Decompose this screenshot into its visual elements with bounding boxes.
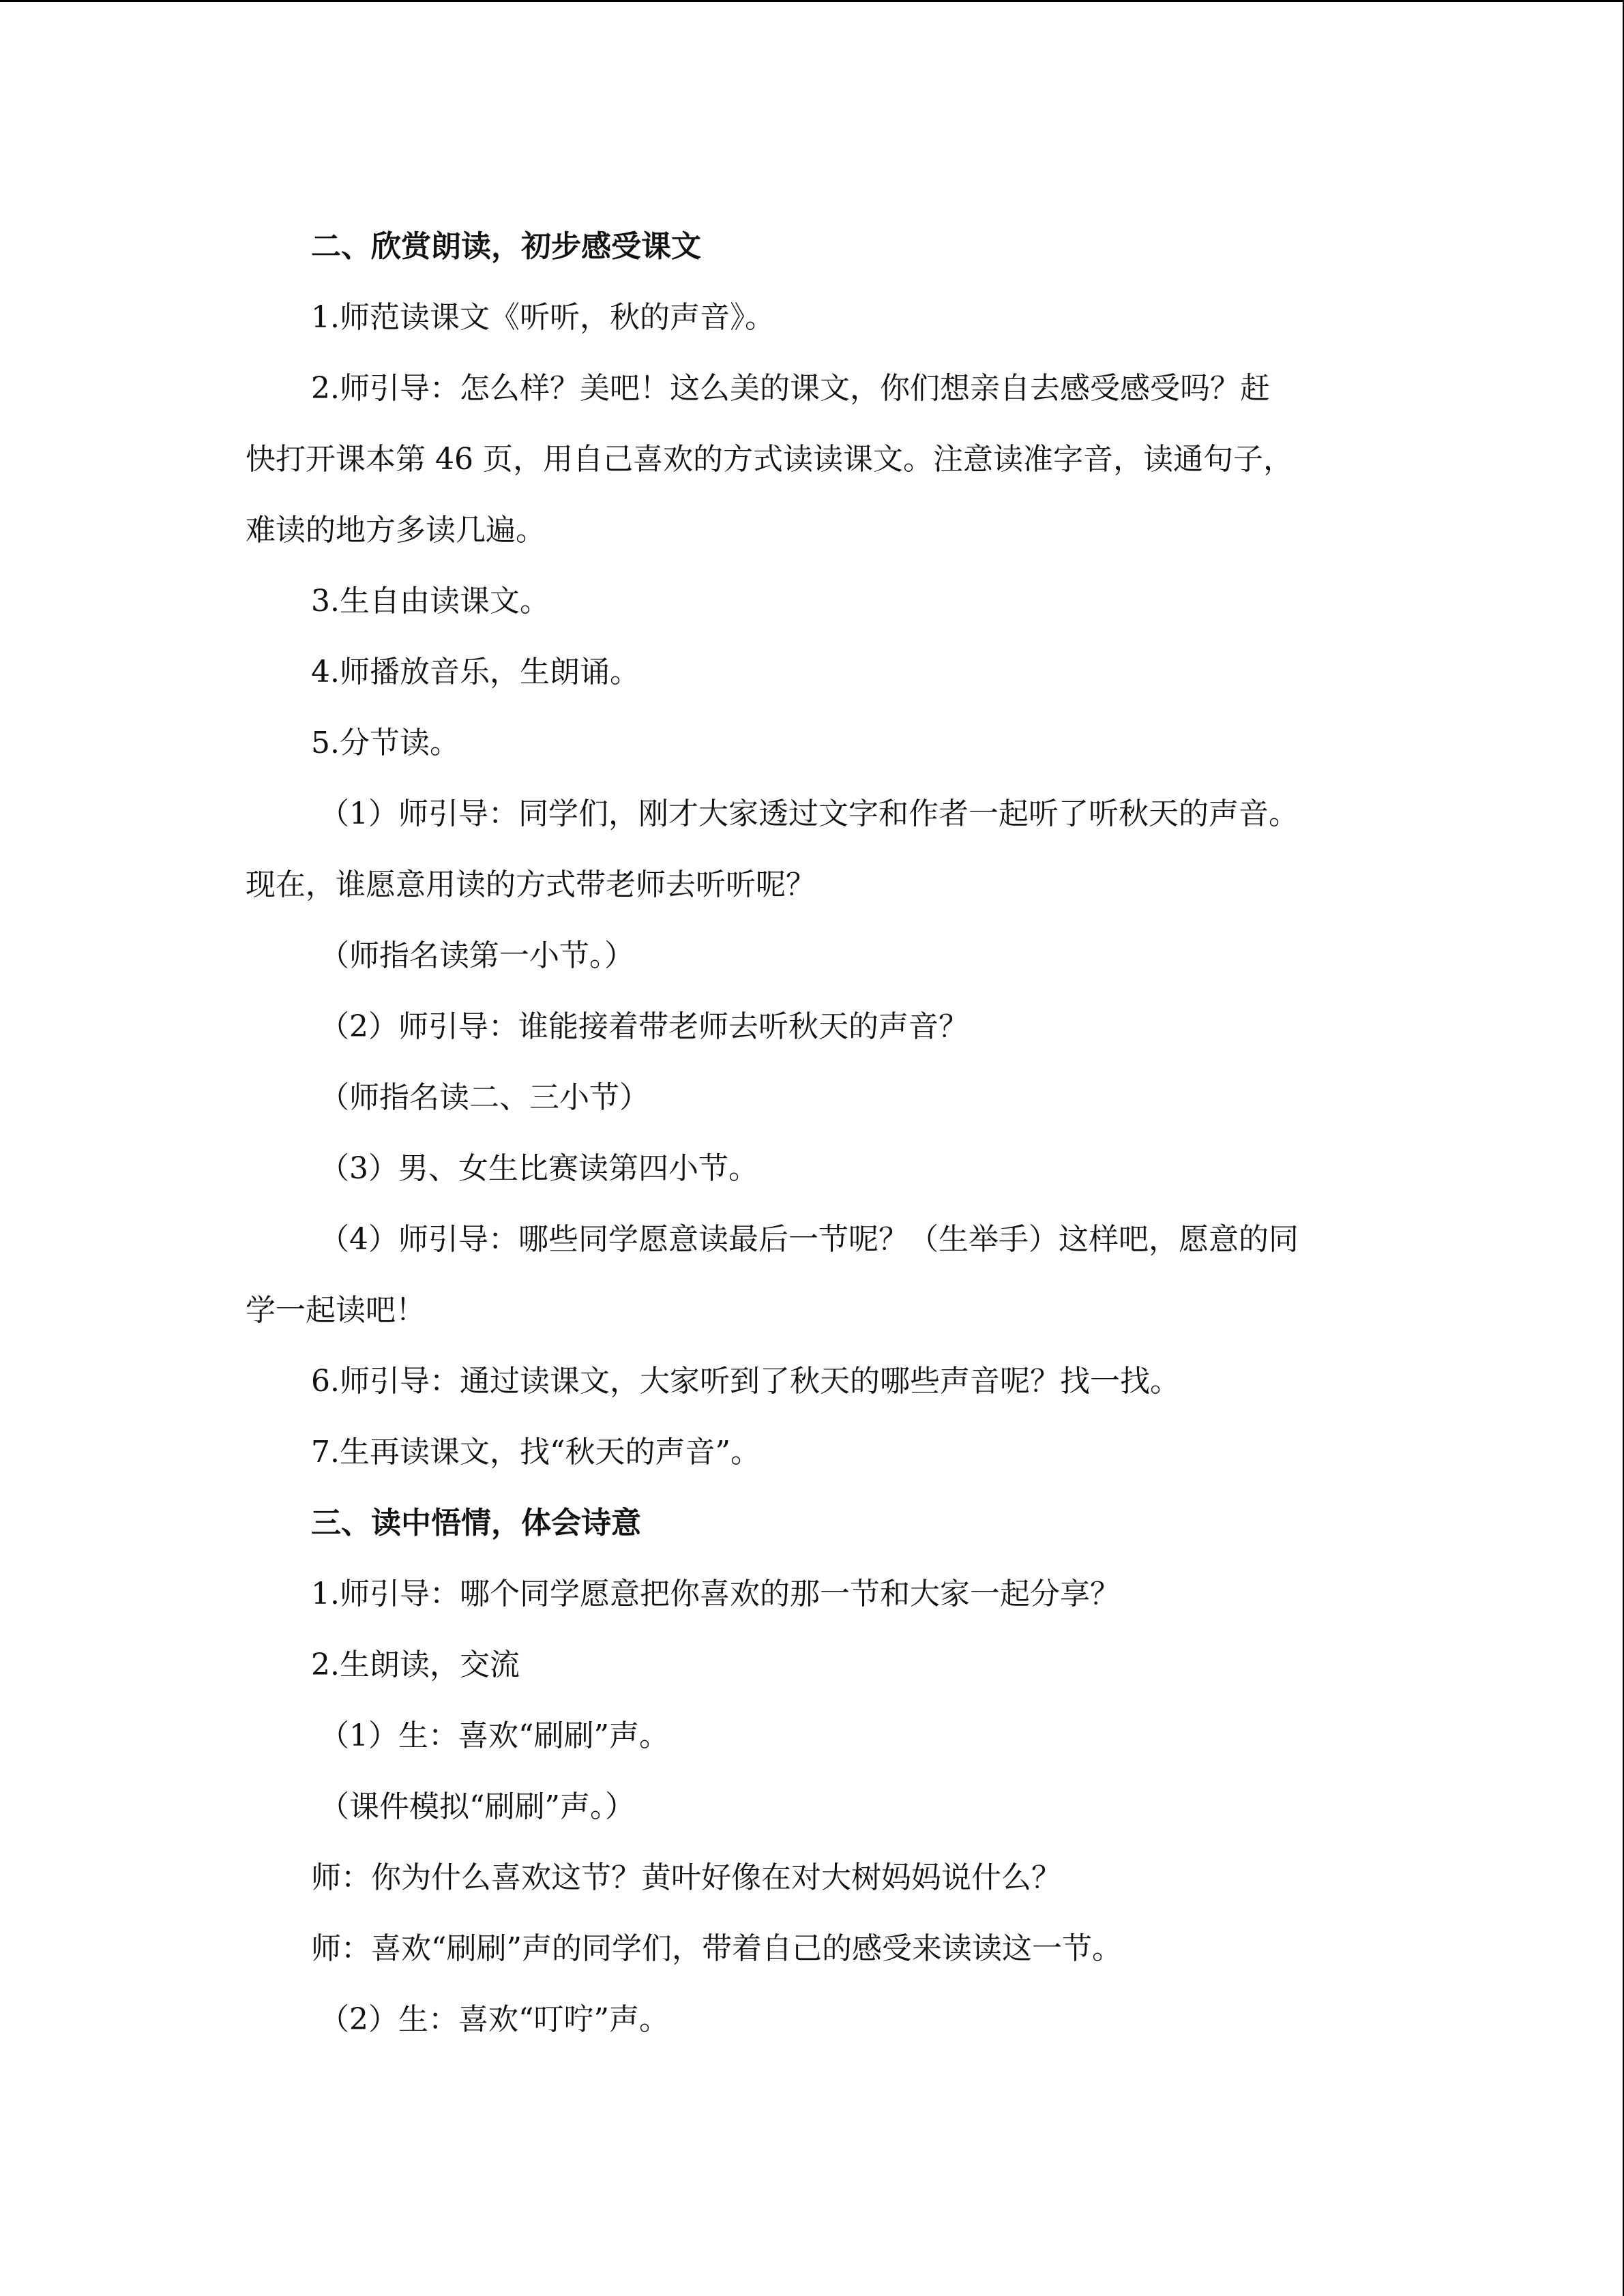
paragraph-line: 师：喜欢“刷刷”声的同学们，带着自己的感受来读读这一节。 bbox=[311, 1931, 1122, 1966]
paragraph-line: 2.师引导：怎么样？美吧！这么美的课文，你们想亲自去感受感受吗？赶 bbox=[311, 371, 1270, 406]
paragraph-line: 7.生再读课文，找“秋天的声音”。 bbox=[311, 1435, 761, 1470]
section-heading-3: 三、读中悟情，体会诗意 bbox=[311, 1506, 641, 1540]
paragraph-line: 师：你为什么喜欢这节？黄叶好像在对大树妈妈说什么？ bbox=[311, 1860, 1061, 1895]
paragraph-line: 1.师引导：哪个同学愿意把你喜欢的那一节和大家一起分享？ bbox=[311, 1577, 1120, 1611]
paragraph-line: 2.生朗读，交流 bbox=[311, 1648, 520, 1682]
paragraph-line: 快打开课本第 46 页，用自己喜欢的方式读读课文。注意读准字音，读通句子， bbox=[246, 442, 1293, 477]
paragraph-line: （1）生：喜欢“刷刷”声。 bbox=[319, 1718, 669, 1753]
page-top-border bbox=[0, 0, 1624, 2]
paragraph-line: （师指名读第一小节。） bbox=[319, 938, 634, 973]
paragraph-line: 难读的地方多读几遍。 bbox=[246, 513, 546, 548]
paragraph-line: （2）师引导：谁能接着带老师去听秋天的声音？ bbox=[319, 1009, 969, 1044]
document-page bbox=[246, 211, 1378, 2055]
section-heading-2: 二、欣赏朗读，初步感受课文 bbox=[311, 229, 701, 264]
paragraph-line: 6.师引导：通过读课文，大家听到了秋天的哪些声音呢？找一找。 bbox=[311, 1364, 1180, 1399]
paragraph-line: 1.师范读课文《听听，秋的声音》。 bbox=[311, 300, 775, 335]
paragraph-line: （2）生：喜欢“叮咛”声。 bbox=[319, 2002, 669, 2037]
paragraph-line: 现在，谁愿意用读的方式带老师去听听呢？ bbox=[246, 867, 816, 902]
paragraph-line: 5.分节读。 bbox=[311, 726, 460, 760]
paragraph-line: （3）男、女生比赛读第四小节。 bbox=[319, 1151, 758, 1186]
paragraph-line: 学一起读吧！ bbox=[246, 1293, 426, 1328]
paragraph-line: （课件模拟“刷刷”声。） bbox=[319, 1789, 635, 1824]
paragraph-line: （师指名读二、三小节） bbox=[319, 1080, 649, 1115]
paragraph-line: （1）师引导：同学们，刚才大家透过文字和作者一起听了听秋天的声音。 bbox=[319, 796, 1299, 831]
paragraph-line: 3.生自由读课文。 bbox=[311, 584, 550, 618]
paragraph-line: （4）师引导：哪些同学愿意读最后一节呢？（生举手）这样吧，愿意的同 bbox=[319, 1222, 1299, 1257]
paragraph-line: 4.师播放音乐，生朗诵。 bbox=[311, 655, 640, 689]
